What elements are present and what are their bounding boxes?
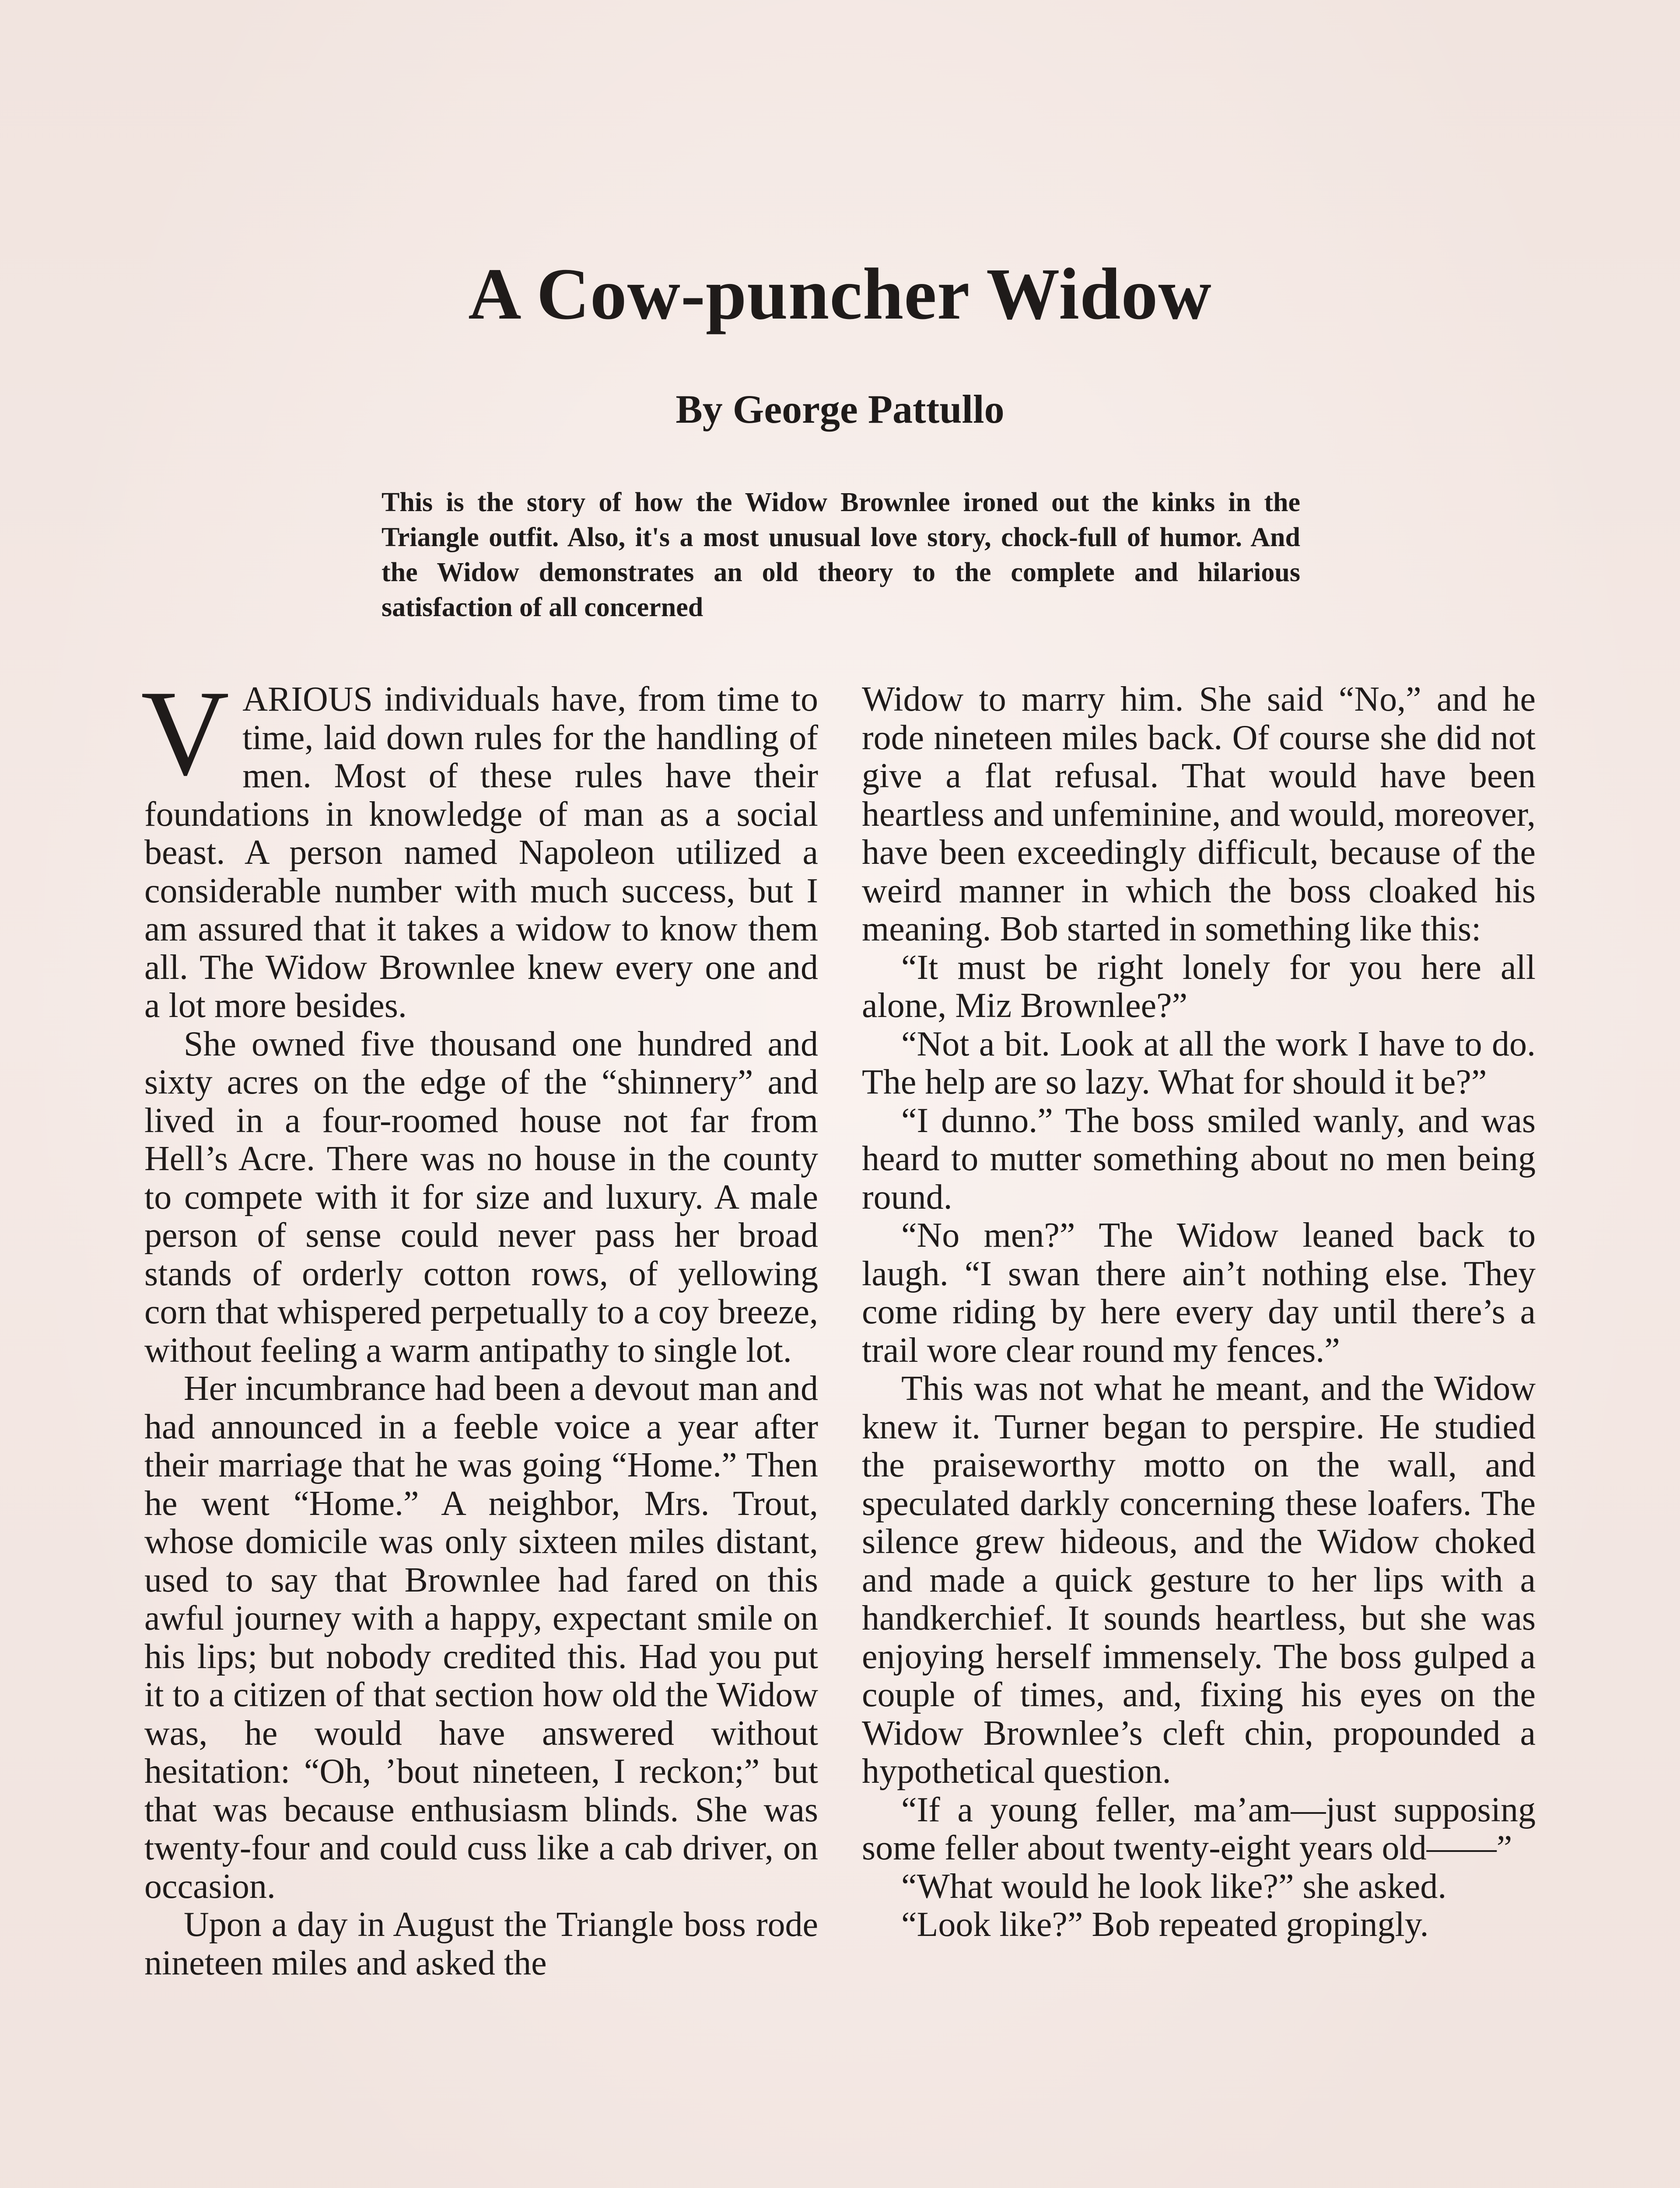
left-column	[141, 665, 818, 2188]
paragraph: Her incumbrance had been a devout man and had announced in a feeble voice a year after their marriage that he was going “Home.” Then he went “Home.” A neighbor, Mrs. Trout, whose domicile was only sixteen miles distant, used to say that Brownlee had fared on this awful journey with a happy, expectant smile on his lips; but nobody credited this. Had you put it to a citizen of that section how old the Widow was, he would have answered without hesitation: “Oh, ’bout nineteen, I reckon;” but that was because enthusiasm blinds. She was twenty-four and could cuss like a cab driver, on occasion.	[144, 1369, 818, 1906]
paragraph: “No men?” The Widow leaned back to laugh. “I swan there ain’t nothing else. They come riding by here every day until there’s a trail wore clear round my fences.”	[862, 1216, 1536, 1370]
right-column	[862, 680, 1536, 2188]
paragraph: She owned five thousand one hundred and sixty acres on the edge of the “shinnery” and lived in a four-roomed house not far from Hell’s Acre. There was no house in the county to compete with it for size and luxury. A male person of sense could never pass her broad stands of orderly cotton rows, of yellowing corn that whispered perpetually to a coy breeze, without feeling a warm antipathy to single lot.	[144, 1024, 818, 1370]
article-blurb: This is the story of how the Widow Brownlee ironed out the kinks in the Triangle outfit. Also, it's a most unusual love story, chock-full of humor. And the Widow demonstrates an old theory to the complete and hilarious satisfaction of all concerned	[382, 487, 1300, 622]
article-title: A Cow-puncher Widow	[468, 253, 1212, 335]
paragraph-text: ARIOUS individuals have, from time to time, laid down rules for the handling of men. Most of these rules have their foundations in knowledge of man as a social beast. A person named Napoleon utilized a considerable number with much success, but I am assured that it takes a widow to know them all. The Widow Brownlee knew every one and a lot more besides.	[144, 680, 818, 1025]
paragraph: This was not what he meant, and the Widow knew it. Turner began to perspire. He studied the praiseworthy motto on the wall, and speculated darkly concerning these loafers. The silence grew hideous, and the Widow choked and made a quick gesture to her lips with a handkerchief. It sounds heartless, but she was enjoying herself immensely. The boss gulped a couple of times, and, fixing his eyes on the Widow Brownlee’s cleft chin, propounded a hypothetical question.	[862, 1369, 1536, 1791]
paragraph: Upon a day in August the Triangle boss rode nineteen miles and asked the	[144, 1905, 818, 1982]
paragraph: “If a young feller, ma’am—just supposing some feller about twenty-eight years old——”	[862, 1790, 1536, 1867]
paragraph: “I dunno.” The boss smiled wanly, and was heard to mutter something about no men being round.	[862, 1101, 1536, 1217]
paragraph: “Look like?” Bob repeated gropingly.	[901, 1905, 1429, 1944]
article-body	[141, 665, 1536, 2188]
paragraph: Widow to marry him. She said “No,” and he rode nineteen miles back. Of course she did not give a flat refusal. That would have been heartless and unfeminine, and would, moreover, have been exceedingly difficult, because of the weird manner in which the boss cloaked his meaning. Bob started in something like this:	[862, 680, 1536, 948]
paragraph: “Not a bit. Look at all the work I have to do. The help are so lazy. What for should it be?”	[862, 1024, 1536, 1101]
drop-cap: V	[141, 665, 230, 801]
paragraph	[141, 665, 818, 1025]
paragraph: “It must be right lonely for you here all alone, Miz Brownlee?”	[862, 948, 1536, 1025]
article-byline: By George Pattullo	[676, 387, 1004, 431]
paragraph: “What would he look like?” she asked.	[901, 1867, 1447, 1906]
